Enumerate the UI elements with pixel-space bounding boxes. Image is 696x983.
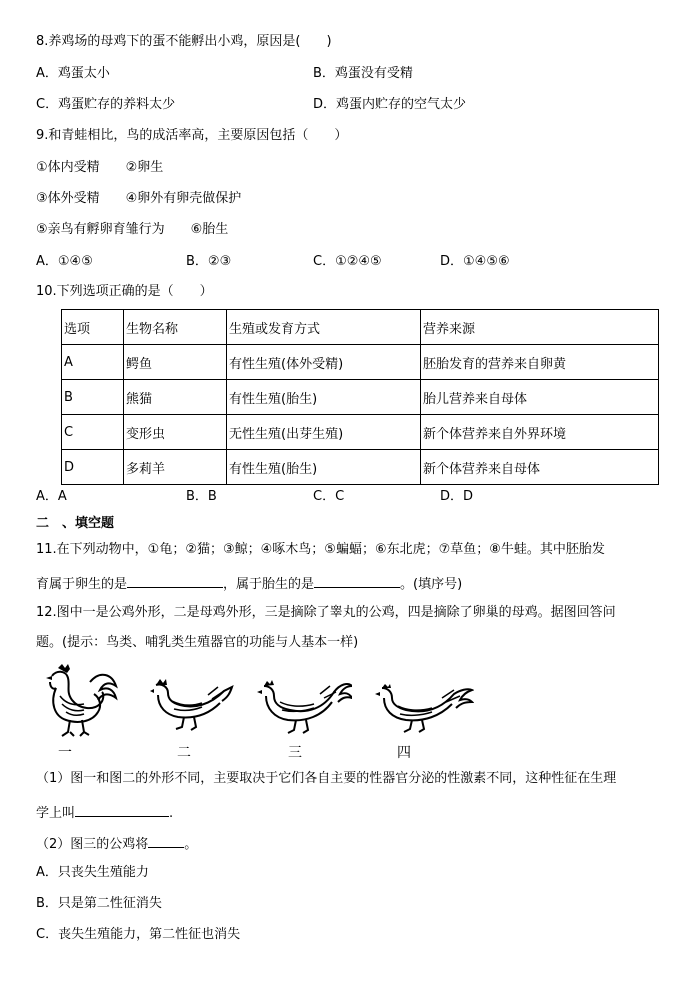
q10-option-c: C．C — [313, 489, 345, 504]
table-row — [62, 345, 659, 380]
q12-sub2-text: （2）图三的公鸡将 — [36, 837, 149, 852]
q9-stem: 9.和青蛙相比，鸟的成活率高，主要原因包括（ ） — [36, 128, 348, 143]
q8-option-d: D．鸡蛋内贮存的空气太少 — [313, 97, 467, 112]
caption-1: 一 — [58, 745, 72, 761]
table-cell: C — [62, 415, 124, 450]
q12-option-a: A．只丧失生殖能力 — [36, 865, 149, 880]
spayed-hen-image — [372, 680, 474, 736]
q12-sub1-line-2 — [36, 802, 173, 823]
hen-image — [150, 675, 234, 735]
table-cell: 有性生殖(胎生) — [227, 380, 421, 415]
q8-stem: 8.养鸡场的母鸡下的蛋不能孵出小鸡，原因是( ) — [36, 34, 332, 49]
table-header-cell: 营养来源 — [421, 310, 659, 345]
q9-option-a: A．①④⑤ — [36, 254, 93, 269]
q10-option-b: B．B — [186, 489, 217, 504]
q8-option-a: A．鸡蛋太小 — [36, 66, 110, 81]
q12-sub2-end: 。 — [184, 837, 198, 852]
table-cell: 有性生殖(体外受精) — [227, 345, 421, 380]
table-cell: 胚胎发育的营养来自卵黄 — [421, 345, 659, 380]
q11-line-2 — [36, 573, 462, 594]
q11-blank-viviparous[interactable] — [314, 573, 400, 588]
table-header-cell: 生殖或发育方式 — [227, 310, 421, 345]
caption-4: 四 — [397, 745, 411, 761]
q10-table — [61, 309, 659, 485]
table-header-row — [62, 310, 659, 345]
table-header-cell: 选项 — [62, 310, 124, 345]
table-cell: 无性生殖(出芽生殖) — [227, 415, 421, 450]
table-row — [62, 415, 659, 450]
table-row — [62, 380, 659, 415]
q12-sub1-line-1: （1）图一和图二的外形不同，主要取决于它们各自主要的性器官分泌的性激素不同，这种性征在生理 — [36, 771, 617, 786]
section-heading: 二 、填空题 — [36, 516, 115, 531]
q12-sub1-blank[interactable] — [75, 802, 169, 817]
table-header-cell: 生物名称 — [124, 310, 227, 345]
caption-2: 二 — [177, 745, 191, 761]
q11-blank-oviparous[interactable] — [127, 573, 223, 588]
q9-item-1: ①体内受精 ②卵生 — [36, 160, 164, 175]
q12-option-b: B．只是第二性征消失 — [36, 896, 162, 911]
q9-option-c: C．①②④⑤ — [313, 254, 382, 269]
q9-item-3: ⑤亲鸟有孵卵育雏行为 ⑥胎生 — [36, 222, 229, 237]
table-cell: 鳄鱼 — [124, 345, 227, 380]
table-cell: A — [62, 345, 124, 380]
q12-sub2-line — [36, 833, 197, 854]
table-row — [62, 450, 659, 485]
q12-line-2: 题。(提示：鸟类、哺乳类生殖器官的功能与人基本一样) — [36, 635, 359, 650]
table-cell: 变形虫 — [124, 415, 227, 450]
table-cell: B — [62, 380, 124, 415]
q12-option-c: C．丧失生殖能力，第二性征也消失 — [36, 927, 241, 942]
capon-image — [256, 674, 352, 738]
q9-option-d: D．①④⑤⑥ — [440, 254, 510, 269]
q10-option-a: A．A — [36, 489, 67, 504]
q12-sub2-blank[interactable] — [148, 833, 184, 848]
q11-text-a: 育属于卵生的是 — [36, 577, 128, 592]
q8-option-b: B．鸡蛋没有受精 — [313, 66, 413, 81]
table-cell: 新个体营养来自母体 — [421, 450, 659, 485]
table-cell: 胎儿营养来自母体 — [421, 380, 659, 415]
q11-line-1: 11.在下列动物中，①龟；②猫；③鲸；④啄木鸟；⑤蝙蝠；⑥东北虎；⑦草鱼；⑧牛蛙。其中胚胎发 — [36, 542, 605, 557]
q12-sub1-end: . — [169, 806, 174, 821]
table-cell: 多莉羊 — [124, 450, 227, 485]
table-cell: 有性生殖(胎生) — [227, 450, 421, 485]
caption-3: 三 — [288, 745, 302, 761]
q12-sub1-text: 学上叫 — [36, 806, 76, 821]
rooster-image — [38, 662, 118, 740]
q10-option-d: D．D — [440, 489, 474, 504]
q10-stem: 10.下列选项正确的是（ ） — [36, 284, 213, 299]
table-cell: 新个体营养来自外界环境 — [421, 415, 659, 450]
table-cell: D — [62, 450, 124, 485]
q8-option-c: C．鸡蛋贮存的养料太少 — [36, 97, 176, 112]
q9-option-b: B．②③ — [186, 254, 232, 269]
table-cell: 熊猫 — [124, 380, 227, 415]
q12-line-1: 12.图中一是公鸡外形，二是母鸡外形，三是摘除了睾丸的公鸡，四是摘除了卵巢的母鸡。据图回答问 — [36, 605, 616, 620]
q9-item-2: ③体外受精 ④卵外有卵壳做保护 — [36, 191, 242, 206]
q11-text-b: ，属于胎生的是 — [223, 577, 315, 592]
q11-text-c: 。(填序号) — [400, 577, 463, 592]
